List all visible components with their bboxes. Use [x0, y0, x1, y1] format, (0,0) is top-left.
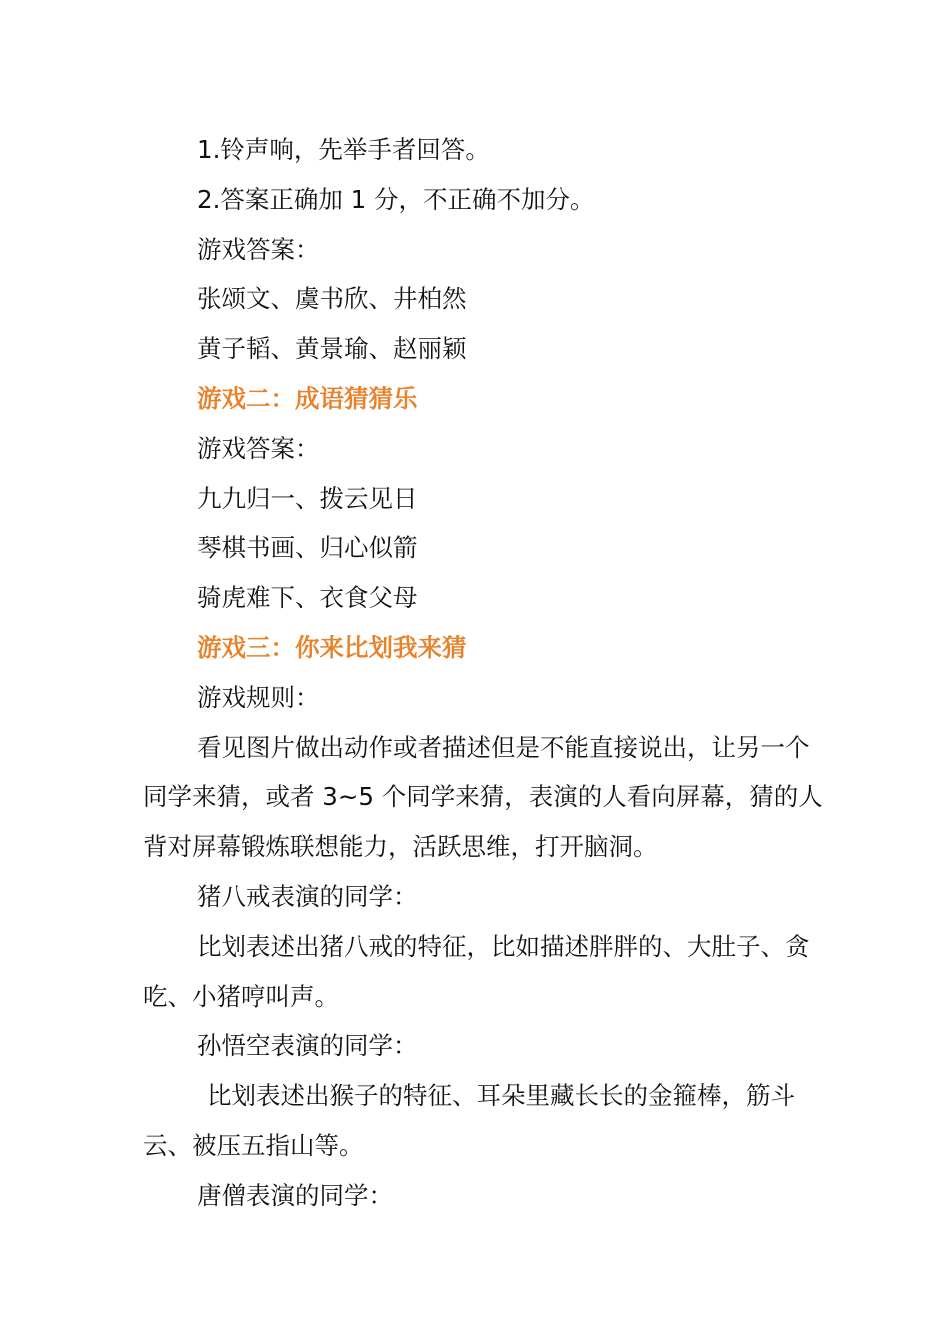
rule-1: 1.铃声响，先举手者回答。: [197, 135, 490, 164]
game-rules-text: 看见图片做出动作或者描述但是不能直接说出，让另一个同学来猜，或者 3~5 个同学来猜，表演的人看向屏幕，猜的人背对屏幕锻炼联想能力，活跃思维，打开脑洞。: [143, 732, 823, 862]
game-answer-label: 游戏答案：: [197, 433, 320, 463]
game-answer-label: 游戏答案：: [197, 234, 320, 264]
game-rules-label: 游戏规则：: [197, 682, 320, 712]
answer-line: 黄子韬、黄景瑜、赵丽颖: [197, 334, 467, 364]
section-heading-game-two: 游戏二：成语猜猜乐: [197, 383, 418, 413]
answer-line: 琴棋书画、归心似箭: [197, 533, 418, 563]
performer-label: 猪八戒表演的同学：: [197, 881, 418, 911]
performer-description: 比划表述出猪八戒的特征，比如描述胖胖的、大肚子、贪吃、小猪哼叫声。: [143, 931, 810, 1011]
answer-line: 张颂文、虞书欣、井柏然: [197, 284, 467, 314]
performer-label: 唐僧表演的同学：: [197, 1180, 393, 1210]
section-heading-game-three: 游戏三：你来比划我来猜: [197, 632, 467, 662]
rule-2: 2.答案正确加 1 分，不正确不加分。: [197, 184, 595, 214]
document-body: [143, 125, 823, 1221]
performer-label: 孙悟空表演的同学：: [197, 1031, 418, 1061]
answer-line: 九九归一、拨云见日: [197, 483, 418, 513]
performer-description: 比划表述出猴子的特征、耳朵里藏长长的金箍棒，筋斗云、被压五指山等。: [143, 1081, 795, 1160]
answer-line: 骑虎难下、衣食父母: [197, 583, 418, 613]
